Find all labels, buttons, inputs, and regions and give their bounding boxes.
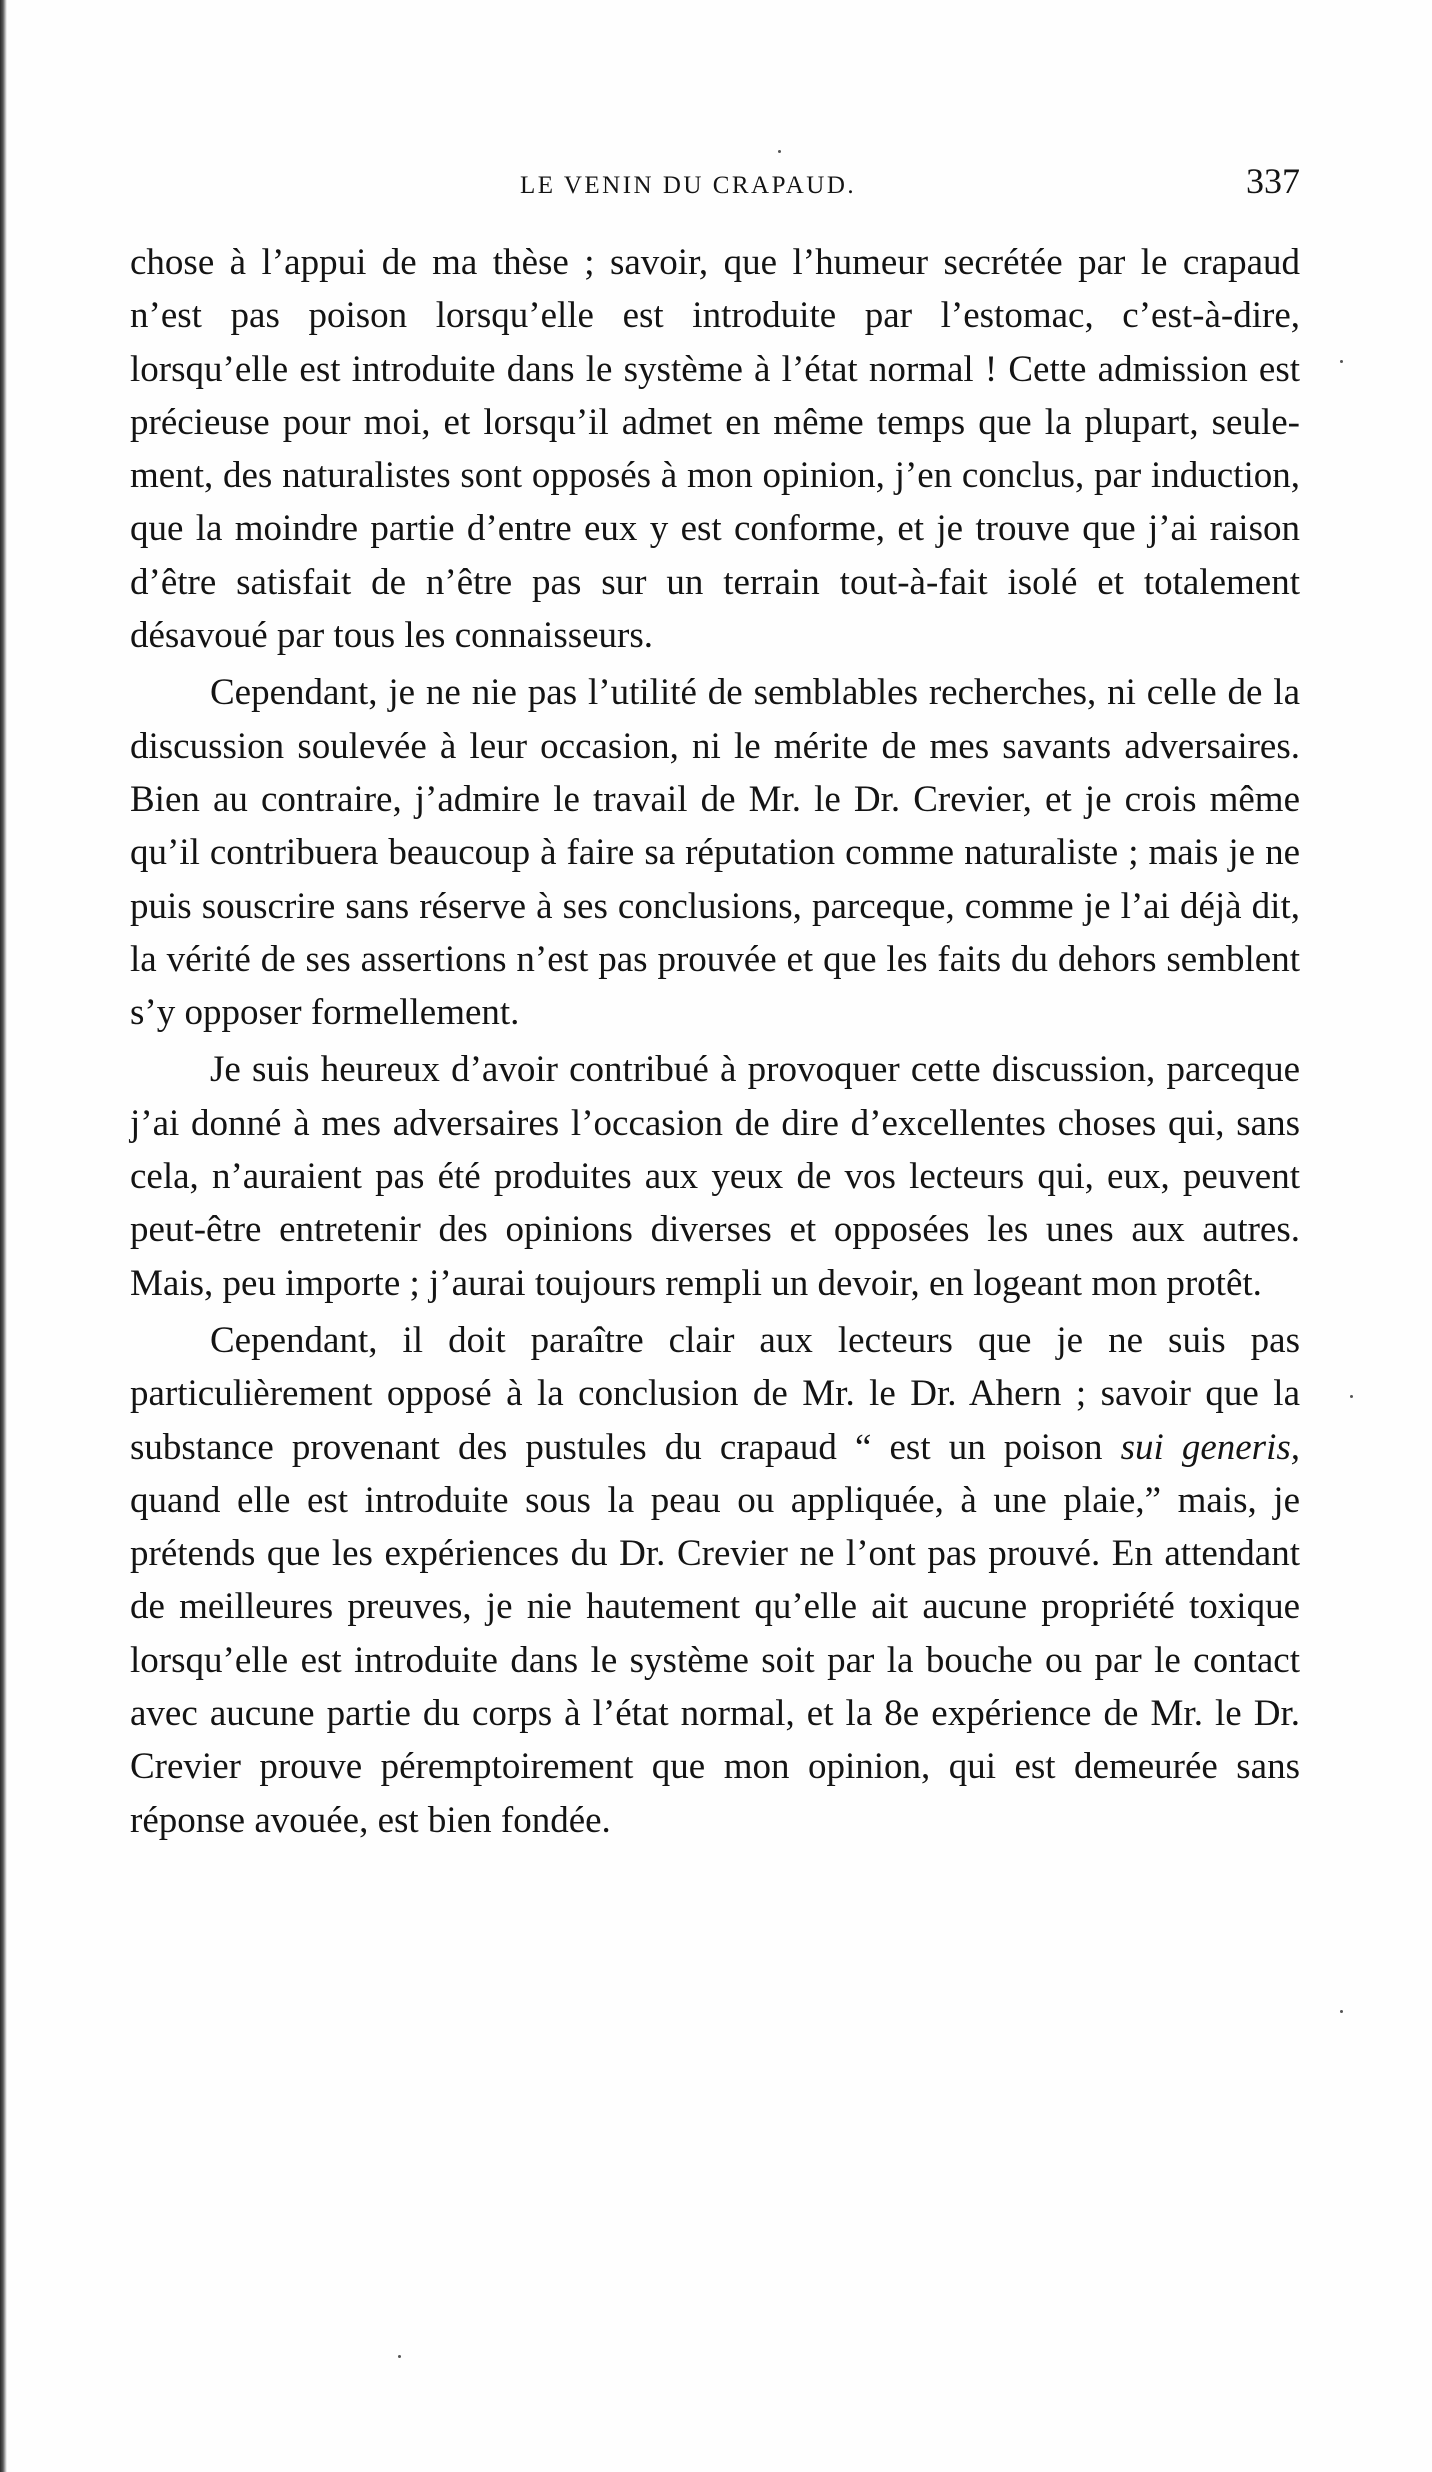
paragraph-4 (130, 1314, 1300, 1847)
paragraph-4-italic: sui generis, (1120, 1426, 1301, 1468)
print-speck (1340, 2010, 1343, 2013)
print-speck (778, 150, 781, 153)
page-spine-edge (0, 0, 7, 2472)
paragraph-4-text-before: Cependant, il doit paraître clair aux lecteurs que je ne suis pas particulièrement opposé à la conclusion de Mr. le Dr. Ahern ; savoir que la substance provenant des pustules du crapaud “ est un poison (130, 1319, 1300, 1468)
page-number: 337 (1246, 161, 1300, 201)
print-speck (1340, 360, 1343, 363)
body-text (130, 236, 1300, 1847)
running-title: LE VENIN DU CRAPAUD. (520, 172, 857, 199)
print-speck (398, 2355, 401, 2358)
paragraph-2: Cependant, je ne nie pas l’utilité de semblables recherches, ni celle de la discussion soulevée à leur occasion, ni le mérite de mes savants adversaires. Bien au contraire, j’admire le travail de Mr. le Dr. Crevier, et je crois même qu’il contribuera beaucoup à faire sa réputation comme naturaliste ; mais je ne puis souscrire sans réserve à ses conclusions, parceque, comme je l’ai déjà dit, la vérité de ses assertions n’est pas prouvée et que les faits du dehors semblent s’y opposer formellement. (130, 672, 1300, 1034)
print-speck (1350, 1395, 1353, 1398)
paragraph-1: chose à l’appui de ma thèse ; savoir, que l’humeur secrétée par le crapaud n’est pas poison lorsqu’elle est introduite par l’estomac, c’est-à-dire, lorsqu’elle est introduite dans le système à l’état normal ! Cette admission est précieuse pour moi, et lorsqu’il admet en même temps que la plupart, seulement, des naturalistes sont opposés à mon opinion, j’en conclus, par induction, que la moindre partie d’entre eux y est conforme, et je trouve que j’ai raison d’être satisfait de n’être pas sur un terrain tout-à-fait isolé et totalement désavoué par tous les connaisseurs. (130, 242, 1300, 657)
paragraph-4-text-after: quand elle est introduite sous la peau ou appliquée, à une plaie,” mais, je prétends que les expériences du Dr. Crevier ne l’ont pas prouvé. En attendant de meilleures preuves, je nie hautement qu’elle ait aucune propriété toxique lorsqu’elle est introduite dans le système soit par la bouche ou par le contact avec aucune partie du corps à l’état normal, et la 8e expérience de Mr. le Dr. Crevier prouve péremptoirement que mon opinion, qui est demeurée sans réponse avouée, est bien fondée. (130, 1479, 1300, 1841)
running-header (130, 160, 1300, 210)
paragraph-3: Je suis heureux d’avoir contribué à provoquer cette discussion, parceque j’ai donné à mes adversaires l’occasion de dire d’excellentes choses qui, sans cela, n’auraient pas été produites aux yeux de vos lecteurs qui, eux, peuvent peut-être entretenir des opinions diverses et opposées les unes aux autres. Mais, peu importe ; j’aurai toujours rempli un devoir, en logeant mon protêt. (130, 1049, 1300, 1304)
